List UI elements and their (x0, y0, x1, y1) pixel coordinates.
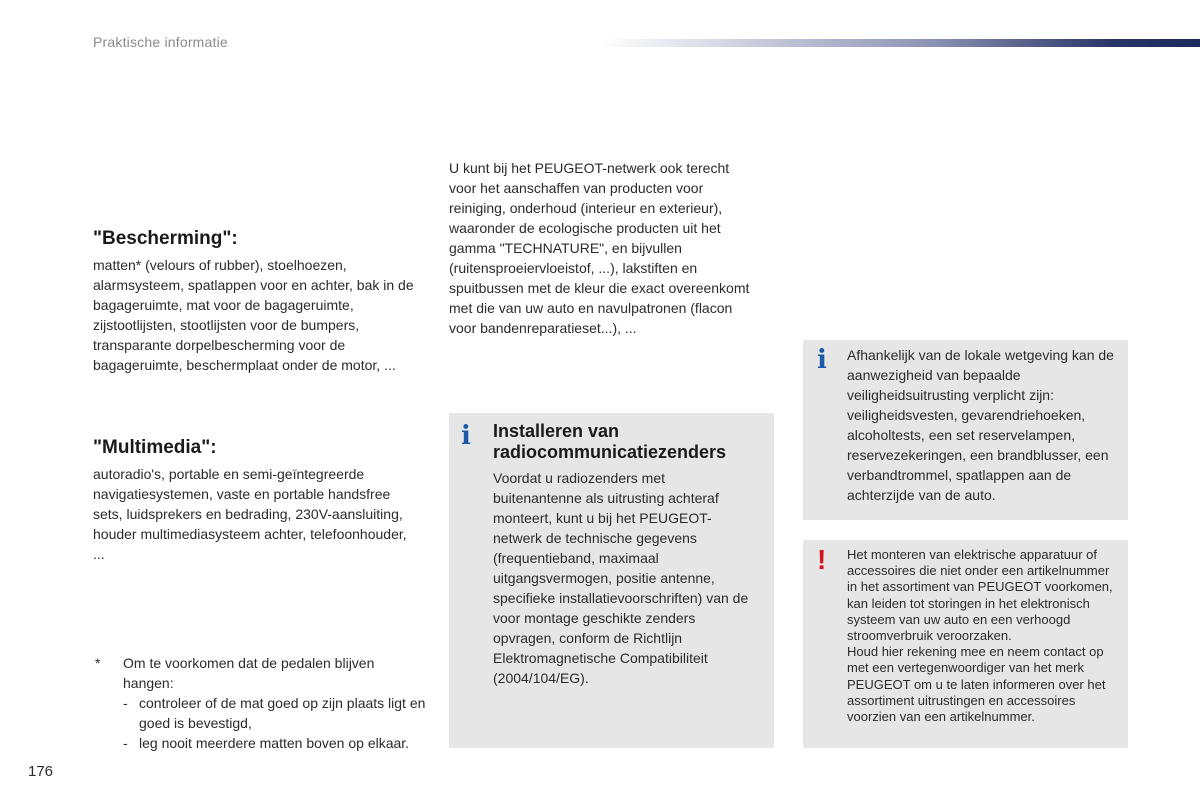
info-icon: i (461, 421, 471, 451)
page-number: 176 (28, 763, 54, 780)
warning-paragraph: Het monteren van elektrische apparatuur of accessoires die niet onder een artikelnummer in het assortiment van PEUGEOT voorkomen, kan leiden tot storingen in het elektronisch systeem van uw auto en een verhoogd stroomverbruik veroorzaken. (847, 547, 1113, 644)
warning-icon: ! (817, 544, 827, 575)
footnote (93, 653, 428, 753)
footnote-marker: * (95, 655, 101, 671)
install-radio-box (449, 413, 774, 748)
header-title: Praktische informatie (93, 34, 228, 50)
legislation-info-box (803, 340, 1128, 520)
multimedia-heading: "Multimedia": (93, 437, 217, 458)
header-decorative-bar (602, 39, 1200, 47)
install-radio-title: Installeren van radiocommunicatiezenders (493, 421, 727, 462)
warning-paragraph: Houd hier rekening mee en neem contact op met een vertegenwoordiger van het merk PEUGEOT om u te laten informeren over het assortiment uitrustingen en accessoires voorzien van een artikelnummer. (847, 644, 1106, 725)
install-radio-text: Voordat u radiozenders met buitenantenne als uitrusting achteraf monteert, kunt u bij het PEUGEOT-netwerk de technische gegevens (frequentieband, maximaal uitgangsvermogen, positie antenne, specifieke installatievoorschriften) van de voor montage geschikte zenders opvragen, conform de Richtlijn Elektromagnetische Compatibiliteit (2004/104/EG). (493, 470, 749, 686)
legislation-info-text: Afhankelijk van de lokale wetgeving kan de aanwezigheid van bepaalde veiligheidsuitrusting verplicht zijn: veiligheidsvesten, gevarendriehoeken, alcoholtests, een set reservelampen, reservezekeringen, een brandblusser, een verbandtrommel, spatlappen aan de achterzijde van de auto. (847, 347, 1114, 503)
protection-text: matten* (velours of rubber), stoelhoezen, alarmsysteem, spatlappen voor en achter, bak in de bagageruimte, mat voor de bagageruimte, zijstootlijsten, stootlijsten voor de bumpers, transparante dorpelbescherming voor de bagageruimte, beschermplaat onder de motor, ... (93, 257, 414, 373)
protection-heading: "Bescherming": (93, 228, 238, 249)
footnote-bullet: - (123, 735, 128, 751)
footnote-item-text: controleer of de mat goed op zijn plaats ligt en goed is bevestigd, (139, 695, 426, 731)
peugeot-network-intro: U kunt bij het PEUGEOT-netwerk ook terecht voor het aanschaffen van producten voor reiniging, onderhoud (interieur en exterieur), waaronder de ecologische producten uit het gamma "TECHNATURE", en bijvullen (ruitensproeiervloeistof, ...), lakstiften en spuitbussen met de kleur die exact overeenkomt met die van uw auto en navulpatronen (flacon voor bandenreparatieset...), ... (449, 160, 750, 336)
electrical-warning-text (847, 547, 1122, 725)
footnote-item-text: leg nooit meerdere matten boven op elkaar. (139, 735, 410, 751)
footnote-bullet: - (123, 695, 128, 711)
footnote-list (93, 693, 428, 753)
info-icon: i (817, 345, 827, 375)
footnote-item (123, 733, 428, 753)
footnote-item (123, 693, 428, 733)
footnote-text: Om te voorkomen dat de pedalen blijven hangen: (123, 655, 375, 691)
electrical-warning-box (803, 540, 1128, 748)
multimedia-text: autoradio's, portable en semi-geïntegreerde navigatiesystemen, vaste en portable handsfree sets, luidsprekers en bedrading, 230V-aansluiting, houder multimediasysteem achter, telefoonhouder, ... (93, 466, 407, 562)
